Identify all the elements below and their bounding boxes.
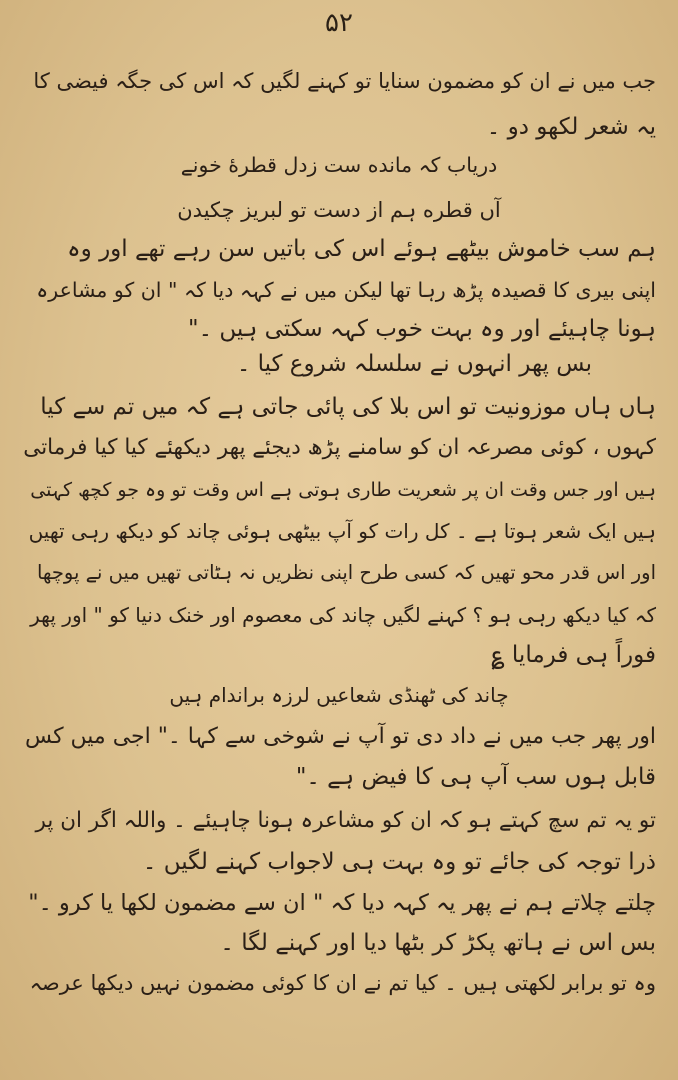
text-line-10: ہیں ایک شعر ہوتا ہے ۔ کل رات کو آپ بیٹھی ہوئی چاند کو دیکھ رہی تھیں [28,519,656,543]
verse-line-2: آں قطره ہم از دست تو لبریز چکیدن [177,198,501,222]
text-line-4: اپنی بیری کا قصیدہ پڑھ رہا تھا لیکن میں نے کہہ دیا کہ " ان کو مشاعرہ [36,278,656,302]
text-line-2: یہ شعر لکھو دو ۔ [486,114,656,140]
text-line-6: بس پھر انہوں نے سلسلہ شروع کیا ۔ [236,351,592,377]
text-line-12: کہ کیا دیکھ رہی ہو ؟ کہنے لگیں چاند کی معصوم اور خنک دنیا کو " اور پھر [30,603,656,627]
text-line-14: اور پھر جب میں نے داد دی تو آپ نے شوخی سے کہا ۔" اجی میں کس [25,724,656,749]
text-line-13: فوراً ہی فرمایا ؏ [491,642,656,668]
text-line-3: ہم سب خاموش بیٹھے ہوئے اس کی باتیں سن رہے تھے اور وہ [67,236,656,262]
verse-line-3: چاند کی ٹھنڈی شعاعیں لرزہ براندام ہیں [169,683,509,707]
text-line-17: ذرا توجہ کی جائے تو وہ بہت ہی لاجواب کہنے لگیں ۔ [142,849,656,875]
text-line-15: قابل ہوں سب آپ ہی کا فیض ہے ۔" [295,764,656,790]
page-number: ۵۲ [325,8,353,38]
text-line-19: بس اس نے ہاتھ پکڑ کر بٹھا دیا اور کہنے لگا ۔ [220,930,656,956]
text-line-18: چلتے چلاتے ہم نے پھر یہ کہہ دیا کہ " ان سے مضمون لکھا یا کرو ۔" [28,890,656,916]
text-line-9: ہیں اور جس وقت ان پر شعریت طاری ہوتی ہے اس وقت تو وہ جو کچھ کہتی [30,479,656,501]
text-line-16: تو یہ تم سچ کہتے ہو کہ ان کو مشاعرہ ہونا چاہیئے ۔ واللہ اگر ان پر [35,808,656,833]
text-line-20: وہ تو برابر لکھتی ہیں ۔ کیا تم نے ان کا کوئی مضمون نہیں دیکھا عرصہ [29,971,656,995]
text-line-1: جب میں نے ان کو مضمون سنایا تو کہنے لگیں کہ اس کی جگہ فیضی کا [33,69,656,93]
text-line-11: اور اس قدر محو تھیں کہ کسی طرح اپنی نظریں نہ ہٹاتی تھیں میں نے پوچھا [36,561,656,584]
verse-line-1: دریاب کہ مانده ست زدل قطرهٔ خونے [180,153,498,177]
text-line-5: ہونا چاہیئے اور وہ بہت خوب کہہ سکتی ہیں ۔" [188,316,656,342]
text-line-7: ہاں ہاں موزونیت تو اس بلا کی پائی جاتی ہے کہ میں تم سے کیا [40,394,656,420]
text-line-8: کہوں ، کوئی مصرعہ ان کو سامنے پڑھ دیجئے پھر دیکھئے کیا کیا فرماتی [23,435,656,460]
